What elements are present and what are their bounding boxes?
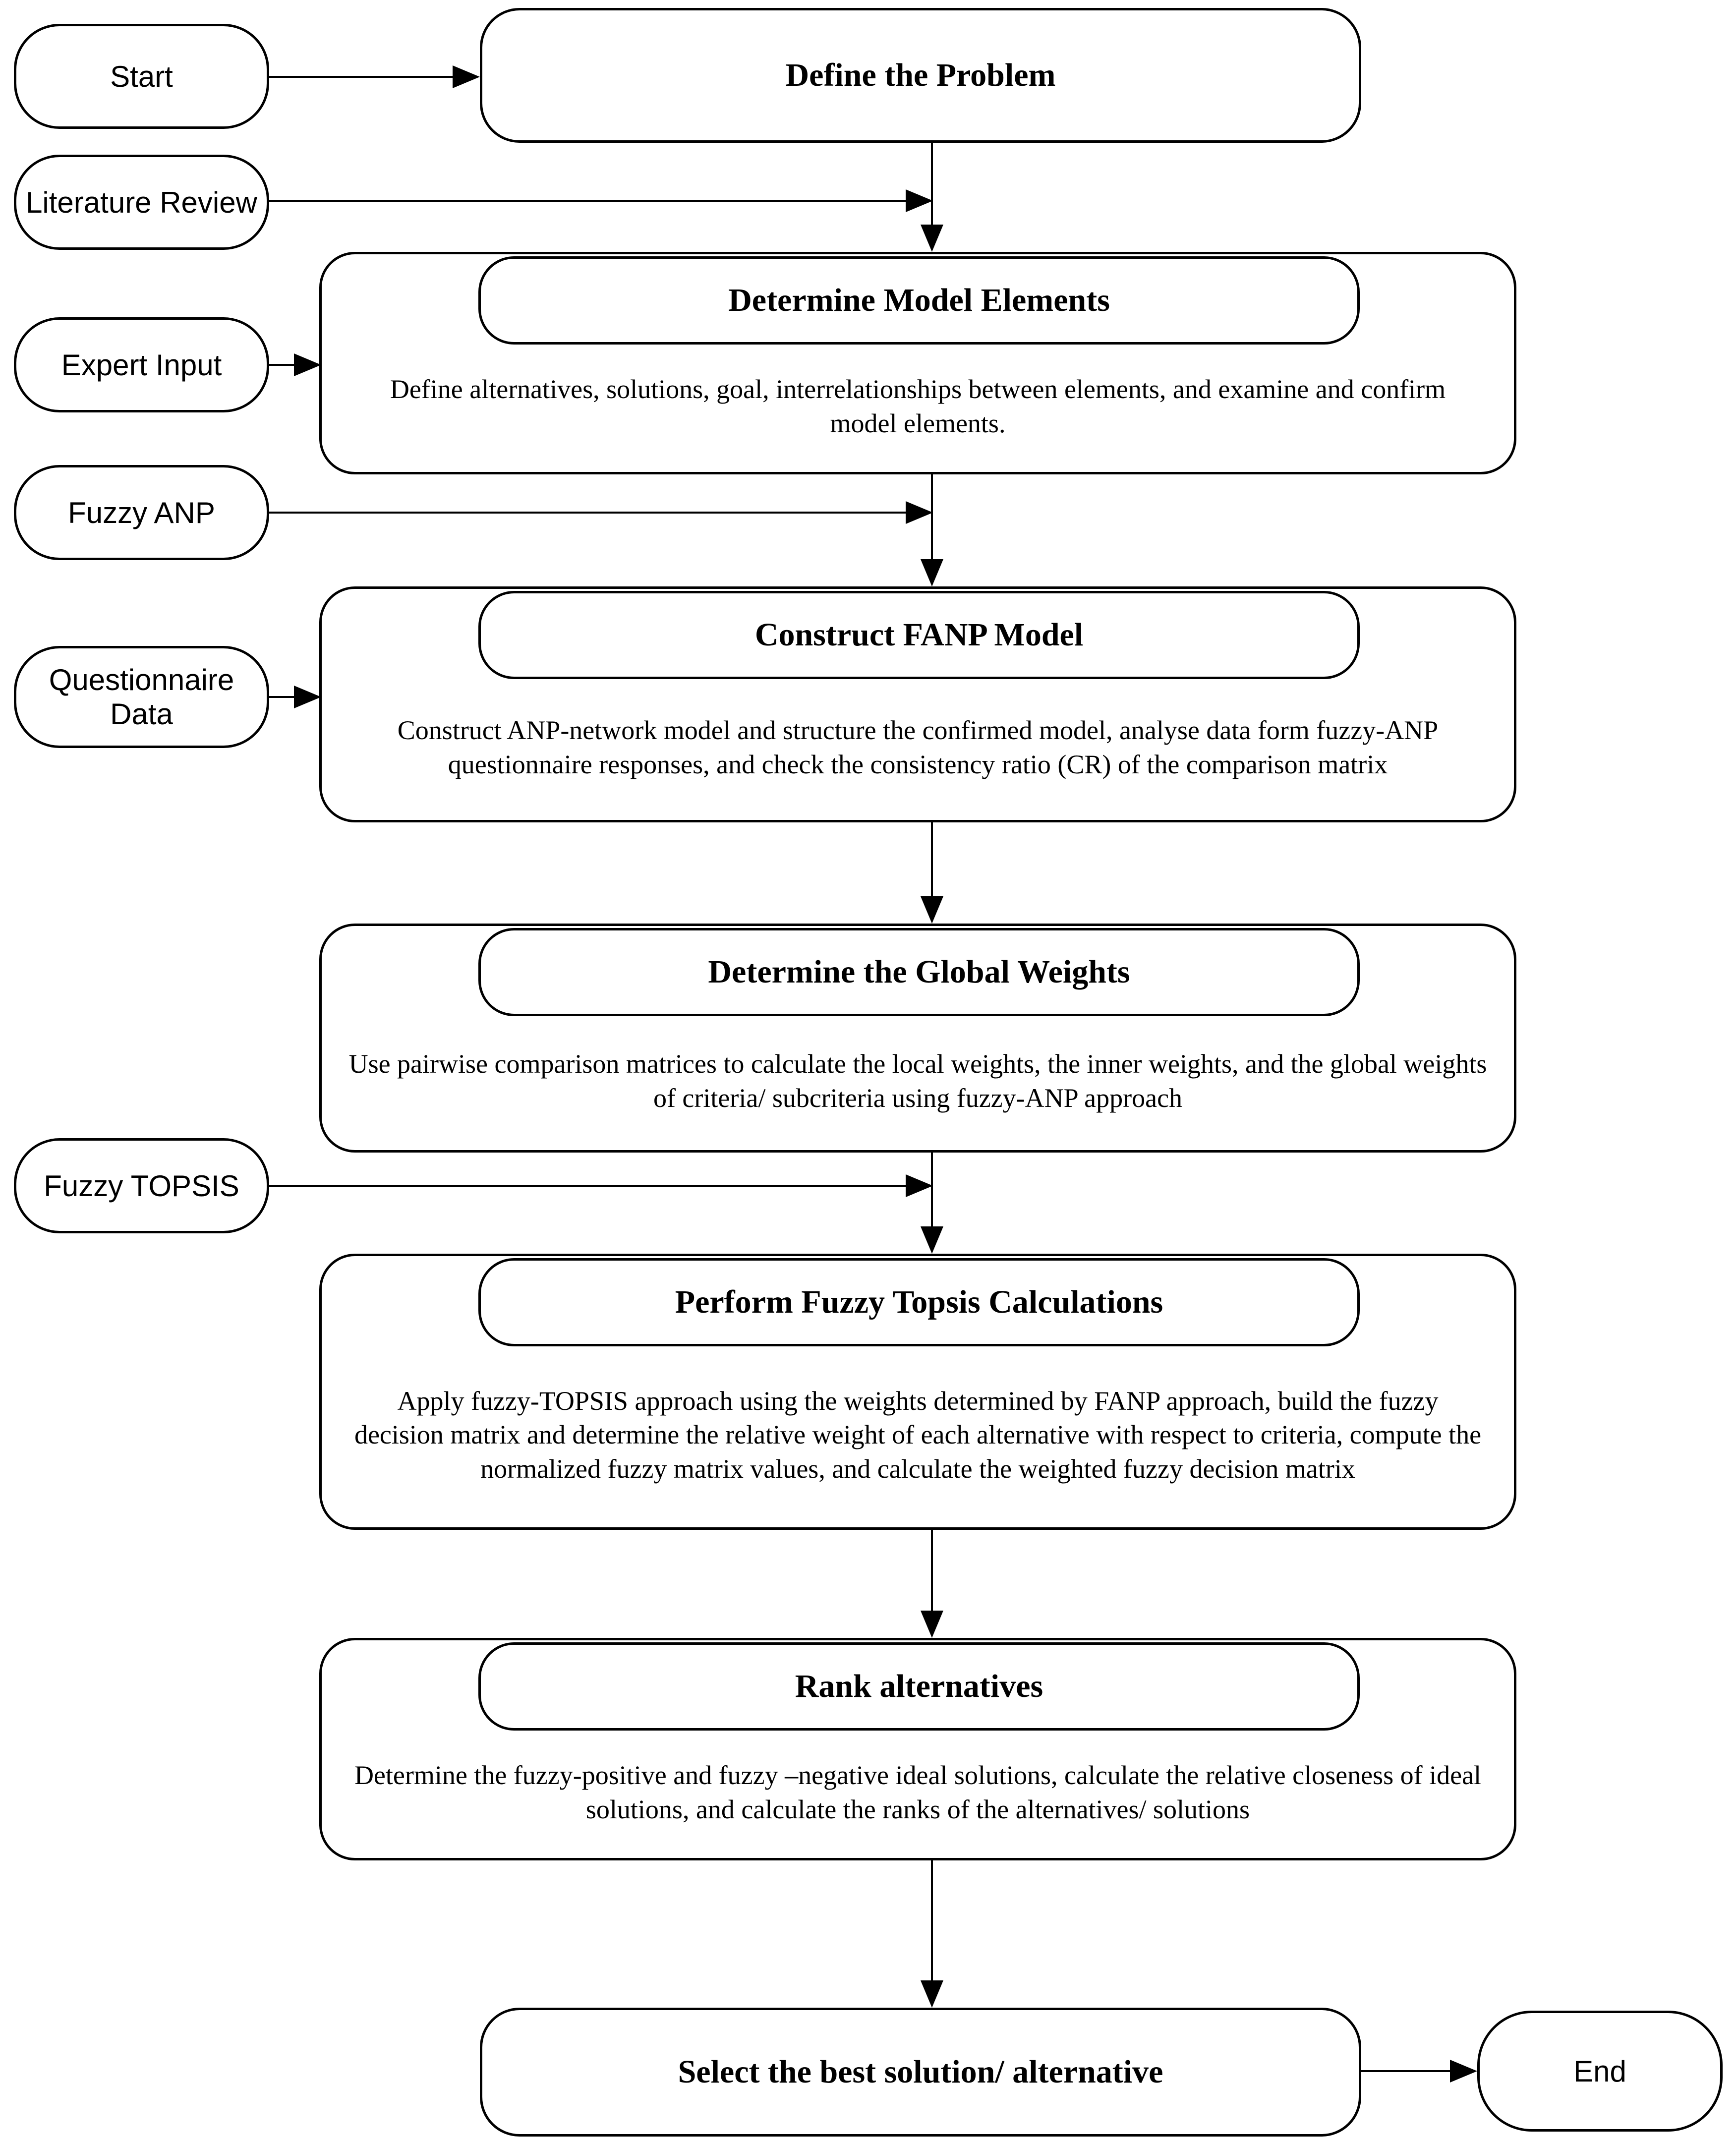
node-rank-alternatives-title-box — [478, 1642, 1360, 1731]
node-perform-fuzzy-topsis-calculations-title: Perform Fuzzy Topsis Calculations — [675, 1284, 1163, 1320]
node-determine-global-weights-title-box — [478, 928, 1360, 1016]
connector-line — [269, 200, 908, 202]
arrowhead-down-icon — [921, 1611, 943, 1638]
connector-line — [269, 76, 455, 78]
arrowhead-down-icon — [921, 1226, 943, 1254]
arrowhead-down-icon — [921, 559, 943, 586]
node-define-problem — [480, 8, 1361, 143]
node-end-label: End — [1573, 2054, 1626, 2088]
node-determine-model-elements-body: Define alternatives, solutions, goal, interrelationships between elements, and examine and confirm model elements. — [390, 374, 1446, 438]
connector-line — [269, 696, 296, 698]
connector-determine-global-weights-to-perform-fuzzy-topsis — [921, 1153, 943, 1254]
node-select-best-solution — [480, 2008, 1361, 2137]
arrowhead-right-icon — [294, 686, 321, 708]
node-determine-model-elements-title: Determine Model Elements — [728, 282, 1110, 318]
node-determine-global-weights-body-area — [334, 1017, 1502, 1145]
node-construct-fanp-model-body: Construct ANP-network model and structure the confirmed model, analyse data form fuzzy-ANP questionnaire responses, and check the consistency ratio (CR) of the comparison matrix — [397, 715, 1439, 779]
arrowhead-down-icon — [921, 225, 943, 252]
arrowhead-right-icon — [906, 1174, 933, 1197]
node-perform-fuzzy-topsis-calculations-body: Apply fuzzy-TOPSIS approach using the weights determined by FANP approach, build the fuzzy decision matrix and determine the relative weight of each alternative with respect to criteria, compute the normalized fuzzy matrix values, and calculate the weighted fuzzy decision matrix — [354, 1386, 1482, 1484]
connector-literature-review-to-flow — [269, 189, 933, 212]
node-determine-model-elements-body-area — [334, 346, 1502, 467]
node-start-label: Start — [110, 59, 173, 93]
connector-construct-fanp-model-to-determine-global-weights — [921, 822, 943, 924]
node-rank-alternatives-title: Rank alternatives — [795, 1668, 1043, 1704]
node-determine-global-weights-title: Determine the Global Weights — [708, 954, 1130, 990]
node-determine-model-elements — [319, 252, 1516, 474]
node-fuzzy-anp-label: Fuzzy ANP — [68, 496, 215, 529]
connector-line — [269, 512, 908, 514]
connector-start-to-define-problem — [269, 65, 480, 88]
connector-line — [931, 143, 933, 227]
node-rank-alternatives-body: Determine the fuzzy-positive and fuzzy –negative ideal solutions, calculate the relative closeness of ideal solutions, and calculate the ranks of the alternatives/ solutions — [354, 1760, 1482, 1824]
node-perform-fuzzy-topsis-calculations-body-area — [334, 1347, 1502, 1522]
connector-line — [269, 1185, 908, 1187]
node-start — [14, 24, 269, 129]
node-expert-input-label: Expert Input — [61, 348, 222, 382]
node-perform-fuzzy-topsis-calculations — [319, 1254, 1516, 1530]
node-determine-model-elements-title-box — [478, 256, 1360, 345]
node-select-best-solution-title: Select the best solution/ alternative — [678, 2054, 1163, 2090]
node-perform-fuzzy-topsis-calculations-title-box — [478, 1258, 1360, 1346]
node-fuzzy-topsis — [14, 1138, 269, 1233]
connector-select-best-solution-to-end — [1361, 2060, 1477, 2083]
connector-line — [1361, 2070, 1452, 2072]
connector-line — [269, 364, 296, 366]
arrowhead-right-icon — [906, 501, 933, 524]
node-fuzzy-topsis-label: Fuzzy TOPSIS — [44, 1169, 239, 1203]
arrowhead-down-icon — [921, 896, 943, 924]
connector-line — [931, 822, 933, 899]
connector-line — [931, 1860, 933, 1983]
node-define-problem-title: Define the Problem — [785, 57, 1056, 93]
connector-fuzzy-topsis-to-flow — [269, 1174, 933, 1197]
arrowhead-down-icon — [921, 1980, 943, 2008]
node-end — [1477, 2011, 1723, 2132]
arrowhead-right-icon — [906, 189, 933, 212]
node-fuzzy-anp — [14, 465, 269, 560]
connector-line — [931, 1530, 933, 1613]
node-rank-alternatives — [319, 1638, 1516, 1860]
node-construct-fanp-model-title: Construct FANP Model — [754, 617, 1084, 653]
node-literature-review — [14, 155, 269, 250]
node-questionnaire-data-label: Questionnaire Data — [49, 663, 234, 731]
connector-perform-fuzzy-topsis-to-rank-alternatives — [921, 1530, 943, 1638]
arrowhead-right-icon — [294, 353, 321, 376]
node-literature-review-label: Literature Review — [26, 185, 257, 219]
node-construct-fanp-model — [319, 586, 1516, 822]
node-questionnaire-data — [14, 646, 269, 748]
node-construct-fanp-model-title-box — [478, 591, 1360, 679]
node-expert-input — [14, 317, 269, 412]
node-determine-global-weights — [319, 924, 1516, 1153]
connector-rank-alternatives-to-select-best-solution — [921, 1860, 943, 2008]
connector-questionnaire-data-to-construct-fanp-model — [269, 686, 321, 708]
connector-expert-input-to-determine-model-elements — [269, 353, 321, 376]
connector-fuzzy-anp-to-flow — [269, 501, 933, 524]
arrowhead-right-icon — [453, 65, 480, 88]
connector-determine-model-elements-to-construct-fanp-model — [921, 474, 943, 586]
node-construct-fanp-model-body-area — [334, 680, 1502, 815]
node-rank-alternatives-body-area — [334, 1732, 1502, 1853]
arrowhead-right-icon — [1450, 2060, 1477, 2083]
node-determine-global-weights-body: Use pairwise comparison matrices to calculate the local weights, the inner weights, and the global weights of criteria/ subcriteria using fuzzy-ANP approach — [348, 1049, 1487, 1113]
